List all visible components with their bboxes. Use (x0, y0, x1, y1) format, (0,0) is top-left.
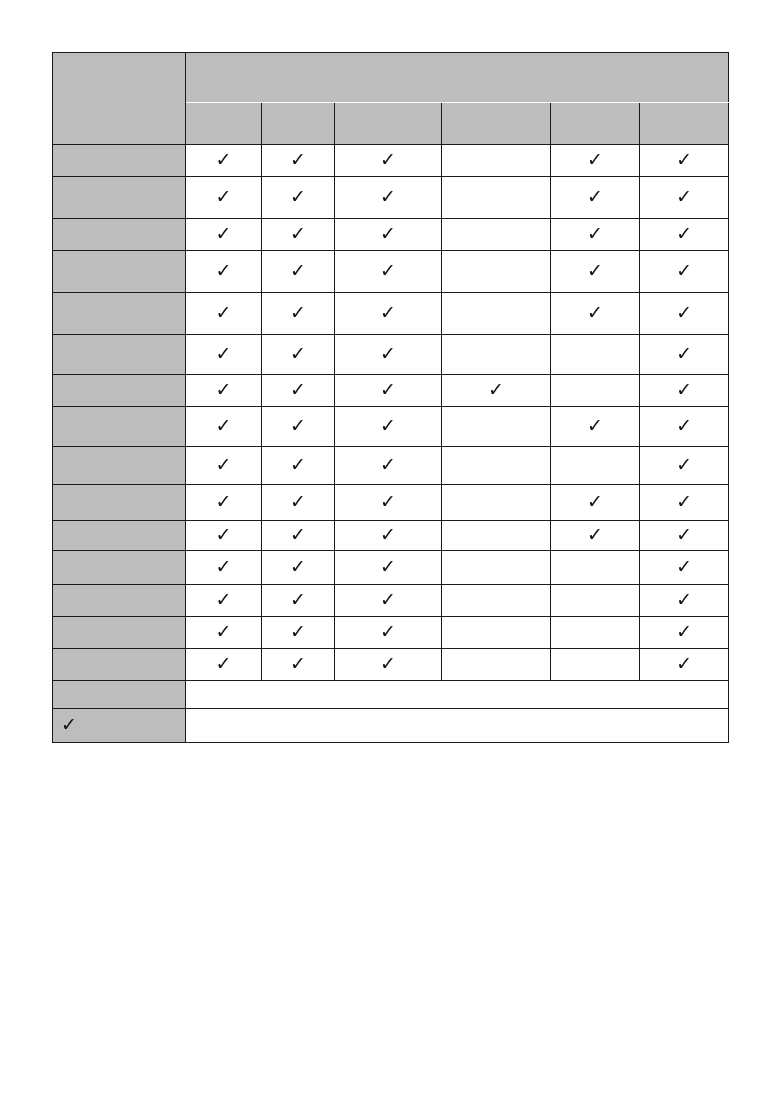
table-cell (186, 447, 262, 485)
table-cell (640, 485, 729, 521)
checkmark-icon: ✓ (290, 342, 306, 365)
checkmark-icon: ✓ (215, 620, 232, 643)
legend-label (53, 681, 186, 709)
table-cell (442, 485, 551, 521)
column-group-header (186, 53, 729, 103)
table-cell (442, 551, 551, 585)
table-cell (640, 617, 729, 649)
column-header (335, 103, 442, 145)
checkmark-icon: ✓ (215, 490, 232, 513)
checkmark-icon: ✓ (290, 148, 306, 171)
table-cell (335, 521, 442, 551)
table-cell (186, 293, 262, 335)
table-cell (335, 649, 442, 681)
table-cell (551, 145, 640, 177)
table-cell (186, 177, 262, 219)
checkmark-icon: ✓ (215, 222, 232, 245)
checkmark-icon: ✓ (676, 414, 692, 437)
checkmark-icon: ✓ (587, 523, 603, 546)
checkmark-icon: ✓ (380, 523, 396, 546)
table-cell (186, 551, 262, 585)
table-cell (186, 649, 262, 681)
row-label (53, 335, 186, 375)
checkmark-icon: ✓ (676, 555, 692, 578)
table-cell (640, 407, 729, 447)
checkmark-icon: ✓ (380, 555, 396, 578)
table-cell (640, 219, 729, 251)
checkmark-icon: ✓ (587, 490, 603, 513)
checkmark-icon: ✓ (587, 222, 603, 245)
table-row (53, 617, 729, 649)
table-cell (442, 375, 551, 407)
legend-row (53, 709, 729, 743)
checkmark-icon: ✓ (215, 378, 232, 401)
checkmark-icon: ✓ (215, 555, 232, 578)
table-cell (640, 447, 729, 485)
checkmark-icon: ✓ (61, 713, 77, 736)
table-cell (335, 447, 442, 485)
checkmark-icon: ✓ (290, 301, 306, 324)
column-header (551, 103, 640, 145)
table-row (53, 145, 729, 177)
table-cell (262, 219, 335, 251)
row-label (53, 251, 186, 293)
table-cell (262, 617, 335, 649)
checkmark-icon: ✓ (215, 523, 232, 546)
table-cell (551, 293, 640, 335)
table-cell (335, 617, 442, 649)
table-cell (335, 485, 442, 521)
table-cell (640, 251, 729, 293)
table-row (53, 219, 729, 251)
checkmark-icon: ✓ (676, 222, 692, 245)
table-cell (442, 335, 551, 375)
table-cell (442, 219, 551, 251)
row-label (53, 551, 186, 585)
table-row (53, 447, 729, 485)
table-cell (262, 293, 335, 335)
table-cell (262, 375, 335, 407)
table-cell (186, 617, 262, 649)
row-label (53, 177, 186, 219)
compatibility-table (52, 52, 729, 743)
checkmark-icon: ✓ (290, 555, 306, 578)
table-cell (640, 375, 729, 407)
row-label (53, 521, 186, 551)
table-cell (640, 585, 729, 617)
row-label (53, 145, 186, 177)
table-cell (186, 485, 262, 521)
table-cell (186, 219, 262, 251)
legend-description (186, 681, 729, 709)
table-cell (551, 375, 640, 407)
checkmark-icon: ✓ (215, 185, 232, 208)
table-cell (551, 521, 640, 551)
checkmark-icon: ✓ (290, 378, 306, 401)
checkmark-icon: ✓ (380, 222, 396, 245)
table-cell (442, 407, 551, 447)
table-cell (442, 585, 551, 617)
table-row (53, 335, 729, 375)
table-cell (640, 293, 729, 335)
checkmark-icon: ✓ (290, 490, 306, 513)
row-label (53, 585, 186, 617)
table-cell (186, 407, 262, 447)
table-row (53, 585, 729, 617)
table-cell (335, 375, 442, 407)
row-label (53, 219, 186, 251)
table-cell (335, 335, 442, 375)
legend-row (53, 681, 729, 709)
checkmark-icon: ✓ (587, 259, 603, 282)
checkmark-icon: ✓ (488, 378, 504, 401)
table-cell (640, 551, 729, 585)
checkmark-icon: ✓ (676, 185, 692, 208)
checkmark-icon: ✓ (290, 620, 306, 643)
table-cell (442, 145, 551, 177)
checkmark-icon: ✓ (676, 378, 692, 401)
checkmark-icon: ✓ (587, 414, 603, 437)
checkmark-icon: ✓ (380, 490, 396, 513)
checkmark-icon: ✓ (290, 185, 306, 208)
table-cell (335, 251, 442, 293)
table-row (53, 251, 729, 293)
checkmark-icon: ✓ (290, 588, 306, 611)
table-body (53, 145, 729, 743)
table-cell (262, 251, 335, 293)
table-cell (442, 617, 551, 649)
row-label (53, 617, 186, 649)
table-cell (262, 407, 335, 447)
row-label (53, 375, 186, 407)
table-cell (262, 585, 335, 617)
checkmark-icon: ✓ (676, 259, 692, 282)
checkmark-icon: ✓ (290, 453, 306, 476)
table-cell (442, 177, 551, 219)
table-cell (442, 293, 551, 335)
table-cell (335, 407, 442, 447)
table-row (53, 521, 729, 551)
table-cell (262, 177, 335, 219)
checkmark-icon: ✓ (215, 342, 232, 365)
checkmark-icon: ✓ (215, 301, 232, 324)
table-cell (262, 447, 335, 485)
checkmark-icon: ✓ (676, 523, 692, 546)
table-cell (551, 177, 640, 219)
table-cell (551, 551, 640, 585)
table-cell (442, 447, 551, 485)
table-cell (335, 145, 442, 177)
checkmark-icon: ✓ (290, 523, 306, 546)
checkmark-icon: ✓ (587, 185, 603, 208)
checkmark-icon: ✓ (290, 222, 306, 245)
table-cell (551, 219, 640, 251)
table-cell (262, 335, 335, 375)
row-label (53, 407, 186, 447)
table-cell (335, 585, 442, 617)
column-header (442, 103, 551, 145)
checkmark-icon: ✓ (380, 342, 396, 365)
checkmark-icon: ✓ (215, 414, 232, 437)
table-cell (442, 251, 551, 293)
table-cell (262, 145, 335, 177)
table-cell (335, 219, 442, 251)
table-row (53, 375, 729, 407)
column-header (640, 103, 729, 145)
checkmark-icon: ✓ (676, 490, 692, 513)
checkmark-icon: ✓ (380, 588, 396, 611)
checkmark-icon: ✓ (290, 414, 306, 437)
checkmark-icon: ✓ (676, 453, 692, 476)
checkmark-icon: ✓ (290, 652, 306, 675)
checkmark-icon: ✓ (290, 259, 306, 282)
table-cell (640, 177, 729, 219)
checkmark-icon: ✓ (587, 301, 603, 324)
checkmark-icon: ✓ (215, 453, 232, 476)
table-cell (262, 649, 335, 681)
table-cell (262, 551, 335, 585)
table-cell (186, 145, 262, 177)
table-row (53, 293, 729, 335)
column-header (262, 103, 335, 145)
table-cell (262, 521, 335, 551)
table-cell (186, 375, 262, 407)
checkmark-icon: ✓ (380, 378, 396, 401)
table-cell (442, 521, 551, 551)
table-row (53, 485, 729, 521)
checkmark-icon: ✓ (380, 259, 396, 282)
table-cell (551, 251, 640, 293)
checkmark-icon: ✓ (215, 588, 232, 611)
checkmark-icon: ✓ (676, 652, 692, 675)
table-cell (551, 447, 640, 485)
legend-description (186, 709, 729, 743)
table-cell (551, 617, 640, 649)
checkmark-icon: ✓ (380, 185, 396, 208)
table-corner-header (53, 53, 186, 145)
table-cell (640, 649, 729, 681)
table-row (53, 649, 729, 681)
table-row (53, 177, 729, 219)
table-cell (640, 521, 729, 551)
table-cell (186, 251, 262, 293)
table-row (53, 551, 729, 585)
checkmark-icon: ✓ (587, 148, 603, 171)
checkmark-icon: ✓ (380, 453, 396, 476)
table-cell (335, 551, 442, 585)
table-cell (442, 649, 551, 681)
checkmark-icon: ✓ (676, 588, 692, 611)
table-cell (551, 407, 640, 447)
table-cell (640, 335, 729, 375)
checkmark-icon: ✓ (676, 620, 692, 643)
row-label (53, 649, 186, 681)
row-label (53, 447, 186, 485)
checkmark-icon: ✓ (380, 414, 396, 437)
checkmark-icon: ✓ (215, 259, 232, 282)
checkmark-icon: ✓ (676, 342, 692, 365)
table-cell (551, 335, 640, 375)
row-label (53, 293, 186, 335)
column-header (186, 103, 262, 145)
checkmark-icon: ✓ (380, 620, 396, 643)
table-cell (186, 521, 262, 551)
table-cell (335, 177, 442, 219)
checkmark-icon: ✓ (676, 301, 692, 324)
row-label (53, 485, 186, 521)
table-cell (640, 145, 729, 177)
checkmark-icon: ✓ (215, 652, 232, 675)
table-cell (186, 585, 262, 617)
table-cell (335, 293, 442, 335)
legend-label (53, 709, 186, 743)
table-cell (262, 485, 335, 521)
checkmark-icon: ✓ (380, 652, 396, 675)
checkmark-icon: ✓ (380, 301, 396, 324)
checkmark-icon: ✓ (215, 148, 232, 171)
table-cell (186, 335, 262, 375)
table-cell (551, 649, 640, 681)
checkmark-icon: ✓ (380, 148, 396, 171)
table-row (53, 407, 729, 447)
table-cell (551, 585, 640, 617)
checkmark-icon: ✓ (676, 148, 692, 171)
table-cell (551, 485, 640, 521)
